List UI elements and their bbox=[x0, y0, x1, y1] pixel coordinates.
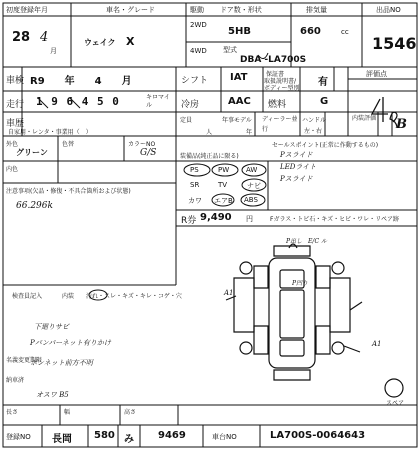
handle-label: ハンドル bbox=[302, 117, 327, 124]
warranty-label: 保証書 bbox=[266, 71, 285, 78]
plate-number: 9469 bbox=[158, 430, 186, 441]
name-change-label: 名義変更期限 bbox=[6, 357, 43, 364]
remark-2: Pパンパーネット有りかけ bbox=[30, 339, 111, 347]
drive-4wd: 4WD bbox=[190, 47, 207, 55]
year-model-unit: 年 bbox=[246, 129, 253, 136]
inspection-date: R9 年 4 月 bbox=[30, 76, 132, 87]
color-code: G/S bbox=[140, 148, 157, 158]
height-label: 高さ bbox=[124, 409, 137, 416]
equip-ps: PS bbox=[190, 166, 199, 174]
plate-city: 長岡 bbox=[52, 434, 72, 445]
fuel-label: 燃料 bbox=[268, 100, 287, 110]
equip-navi: ナビ bbox=[247, 182, 261, 190]
shift-label: シフト bbox=[181, 76, 209, 86]
equip-abs: ABS bbox=[244, 196, 258, 204]
equip-tv: TV bbox=[218, 181, 228, 189]
grade: X bbox=[126, 35, 135, 48]
remark-4: オスワ B5 bbox=[36, 391, 69, 399]
aircon-label: 冷房 bbox=[181, 100, 200, 110]
color-code-label: カラーNO bbox=[128, 141, 156, 148]
aircon-value: AAC bbox=[228, 96, 251, 107]
displacement-label: 排気量 bbox=[306, 6, 327, 14]
model-name: ウェイク bbox=[84, 38, 116, 47]
mileage-label: 走行 bbox=[6, 100, 25, 110]
remark-1: 下廻りサビ bbox=[34, 323, 69, 331]
equip-leather: カワ bbox=[188, 197, 202, 205]
glass-label: Fガラス・トビ石・キズ・ヒビ・ワレ・リペア跡 bbox=[270, 216, 400, 223]
reg-month: 4 bbox=[40, 30, 49, 45]
equip-pw: PW bbox=[218, 166, 230, 174]
recycle-label: R券 bbox=[181, 216, 197, 226]
diagram-right-note: A1 bbox=[372, 340, 382, 348]
warranty-sub: 取扱説明書/ボディー型別 bbox=[264, 78, 300, 92]
interior-color-label: 内色 bbox=[6, 166, 19, 173]
doors-shape-label: ドア数・形状 bbox=[220, 6, 262, 14]
inspection-items: 汚れ・スレ・キズ・キレ・コゲ・穴 bbox=[86, 293, 182, 300]
chassis-number: LA700S-0064643 bbox=[270, 430, 366, 441]
usage-label: 車歴 bbox=[6, 119, 25, 129]
selling-point-2: LEDライト bbox=[280, 163, 317, 171]
inspection-interior-label: 内装 bbox=[62, 293, 75, 300]
spare-tire-label: スペア bbox=[386, 400, 405, 407]
drive-2wd: 2WD bbox=[190, 21, 207, 29]
chassis-label: 車台NO bbox=[212, 433, 237, 441]
plate-class: 580 bbox=[94, 430, 115, 441]
model-grade-label: 車名・グレード bbox=[106, 6, 155, 14]
capacity-label: 定員 bbox=[180, 117, 193, 124]
diagram-inner-note: P凹り bbox=[292, 280, 309, 287]
plate-kana: み bbox=[124, 434, 134, 445]
door-shape: 5HB bbox=[228, 26, 251, 37]
equipment-label: 装備品(純正品に限る) bbox=[180, 153, 239, 160]
notes-label: 注意事項(欠品・修復・不具合箇所および状態) bbox=[6, 188, 131, 195]
exterior-color: グリーン bbox=[16, 148, 48, 157]
lot-label: 出品NO bbox=[376, 6, 401, 14]
dealer-label: ディーラー並行 bbox=[262, 116, 298, 133]
mileage-value: 1 9 6 4 5 0 bbox=[36, 95, 120, 108]
displacement: 660 bbox=[300, 26, 321, 37]
width-label: 幅 bbox=[64, 409, 71, 416]
equip-sr: SR bbox=[190, 181, 200, 189]
model-code: DBA -LA700S bbox=[240, 55, 307, 65]
equip-aw: AW bbox=[246, 166, 258, 174]
exterior-color-label: 外色 bbox=[6, 141, 19, 148]
selling-point-3: Pスライド bbox=[280, 175, 313, 183]
year-model-label: 年事モデル bbox=[222, 117, 252, 124]
notes-mileage: 66.296k bbox=[16, 201, 53, 211]
delivery-label: 納車済 bbox=[6, 377, 25, 384]
warranty-value: 有 bbox=[318, 77, 328, 88]
reg-year: 28 bbox=[12, 30, 31, 45]
handle-value: 左・右 bbox=[304, 128, 323, 135]
interior-label: 内装評価 bbox=[352, 115, 377, 122]
remark-3: ボンネット前方不明 bbox=[30, 359, 93, 367]
recycle-unit: 円 bbox=[246, 215, 253, 223]
fuel-value: G bbox=[320, 96, 329, 107]
model-code-label: 型式 bbox=[223, 46, 237, 54]
inspection-writer-label: 検査員記入 bbox=[12, 293, 43, 300]
recycle-value: 9,490 bbox=[200, 212, 232, 223]
mileage-unit: キロマイル bbox=[146, 94, 170, 109]
displacement-unit: cc bbox=[341, 28, 349, 36]
selling-points-label: セールスポイント(正常に作動するもの) bbox=[272, 142, 379, 149]
capacity-unit: 人 bbox=[206, 129, 213, 136]
usage-options: 自家用・レンタ・事業用（ ） bbox=[8, 129, 92, 136]
diagram-left-note: A1 bbox=[224, 289, 234, 297]
diagram-top-note: P出し E/C ル bbox=[286, 238, 327, 245]
shift-value: IAT bbox=[230, 72, 248, 83]
score-label: 評価点 bbox=[366, 70, 387, 78]
equip-airbag: エアB bbox=[214, 197, 233, 205]
color-change-label: 色替 bbox=[62, 141, 75, 148]
selling-point-1: Pスライド bbox=[280, 151, 313, 159]
drive-label: 駆動 bbox=[190, 6, 204, 14]
interior-score: B bbox=[396, 117, 407, 132]
reg-month-unit: 月 bbox=[50, 47, 57, 55]
length-label: 長さ bbox=[6, 409, 19, 416]
plate-label: 登録NO bbox=[6, 433, 31, 441]
lot-number: 1546 bbox=[372, 34, 417, 53]
inspection-label: 車検 bbox=[6, 76, 25, 86]
first-reg-label: 初度登録年月 bbox=[6, 6, 48, 14]
